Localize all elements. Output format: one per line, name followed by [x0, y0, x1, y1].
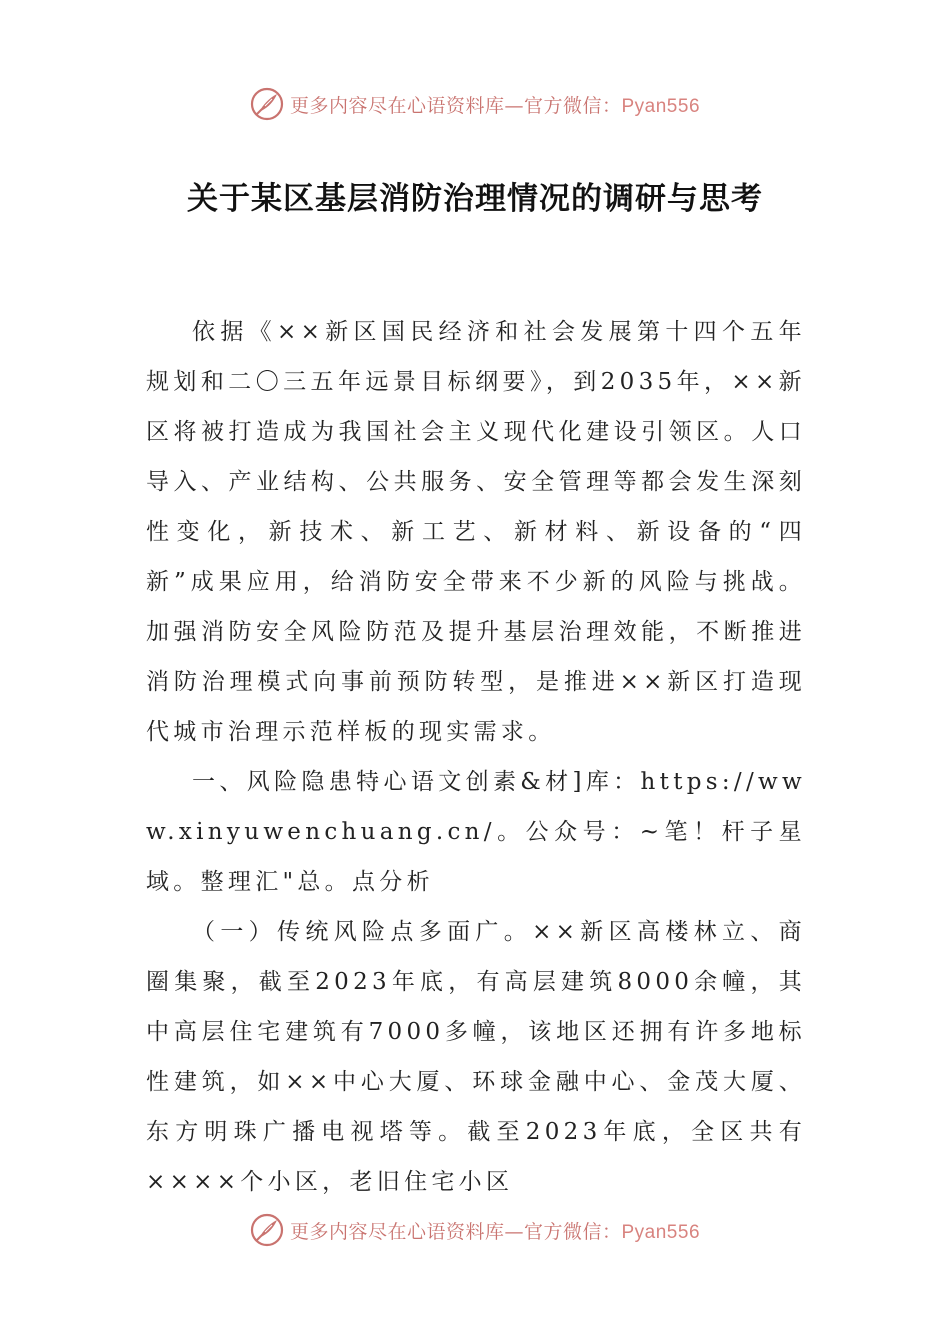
watermark-text: 更多内容尽在心语资料库—官方微信：Pyan556: [289, 94, 701, 117]
document-title: 关于某区基层消防治理情况的调研与思考: [187, 181, 763, 217]
footer-watermark-banner: [0, 1210, 950, 1250]
pen-feather-logo-icon: [250, 1213, 284, 1247]
paragraph-intro: 依据《××新区国民经济和社会发展第十四个五年规划和二〇三五年远景目标纲要》，到2035年，××新区将被打造成为我国社会主义现代化建设引领区。人口导入、产业结构、公共服务、安全管理等都会发生深刻性变化，新技术、新工艺、新材料、新设备的“四新”成果应用，给消防安全带来不少新的风险与挑战。加强消防安全风险防范及提升基层治理效能，不断推进消防治理模式向事前预防转型，是推进××新区打造现代城市治理示范样板的现实需求。: [146, 319, 806, 745]
paragraph-traditional-risk: （一）传统风险点多面广。××新区高楼林立、商圈集聚，截至2023年底，有高层建筑8000余幢，其中高层住宅建筑有7000多幢，该地区还拥有许多地标性建筑，如××中心大厦、环球金融中心、金茂大厦、东方明珠广播电视塔等。截至2023年底，全区共有××××个小区，老旧住宅小区: [146, 919, 806, 1195]
section-heading-1: 一、风险隐患特心语文创素&材]库：https://www.xinyuwenchuang.cn/。公众号：~笔！杆子星域。整理汇"总。点分析: [146, 769, 806, 895]
pen-feather-logo-icon: [250, 87, 284, 121]
watermark-text: 更多内容尽在心语资料库—官方微信：Pyan556: [289, 1220, 701, 1243]
header-watermark-banner: [0, 84, 950, 124]
document-body: [146, 307, 806, 1207]
